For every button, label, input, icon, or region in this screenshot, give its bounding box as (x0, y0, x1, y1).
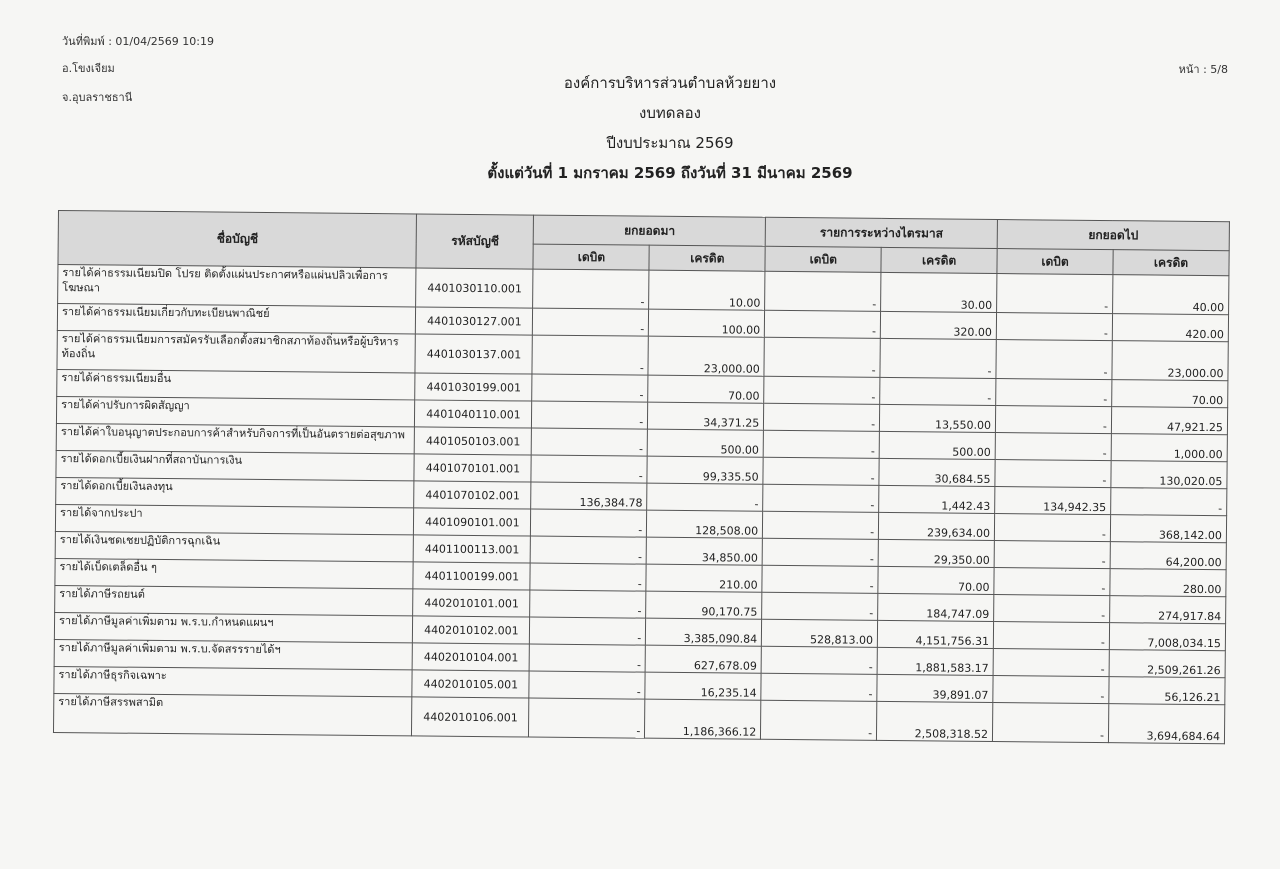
account-code-cell: 4401070101.001 (414, 454, 531, 482)
account-name-cell: รายได้จากประปา (55, 504, 414, 534)
cf-credit-cell: 368,142.00 (1110, 515, 1226, 543)
account-name-cell: รายได้ค่าธรรมเนียมอื่น (57, 369, 416, 399)
tx-debit-cell: - (763, 430, 879, 458)
cf-debit-cell: - (995, 406, 1111, 434)
account-code-cell: 4401100113.001 (414, 535, 531, 563)
tx-debit-cell: - (764, 337, 880, 377)
col-cf-credit: เครดิต (1113, 250, 1229, 276)
tx-debit-cell: - (761, 646, 877, 674)
account-code-cell: 4401030137.001 (415, 334, 532, 374)
tx-credit-cell: 1,442.43 (879, 485, 995, 513)
bf-debit-cell: - (533, 308, 649, 336)
cf-credit-cell: 1,000.00 (1111, 434, 1227, 462)
account-name-cell: รายได้ค่าปรับการผิดสัญญา (56, 396, 415, 426)
tx-credit-cell: 13,550.00 (880, 404, 996, 432)
ledger-body (53, 265, 1228, 744)
account-code-cell: 4401100199.001 (413, 562, 530, 590)
report-name: งบทดลอง (639, 104, 701, 122)
col-account-name: ชื่อบัญชี (58, 211, 417, 268)
col-account-code: รหัสบัญชี (416, 214, 533, 269)
district: อ.โขงเจียม (62, 62, 115, 75)
bf-credit-cell: 23,000.00 (648, 336, 764, 376)
account-code-cell: 4401030199.001 (415, 373, 532, 401)
cf-debit-cell: - (993, 648, 1109, 676)
tx-debit-cell: 528,813.00 (762, 619, 878, 647)
bf-credit-cell: 210.00 (646, 564, 762, 592)
account-code-cell: 4401090101.001 (414, 508, 531, 536)
account-code-cell: 4402010105.001 (412, 670, 529, 698)
cf-debit-cell: - (993, 622, 1109, 650)
cf-debit-cell: - (995, 460, 1111, 488)
account-code-cell: 4401040110.001 (415, 400, 532, 428)
bf-credit-cell: 100.00 (649, 309, 765, 337)
tx-credit-cell: 1,881,583.17 (877, 647, 993, 675)
cf-credit-cell: 3,694,684.64 (1108, 704, 1224, 744)
cf-credit-cell: 274,917.84 (1110, 596, 1226, 624)
cf-debit-cell: - (993, 702, 1109, 742)
tx-credit-cell: - (880, 377, 996, 405)
account-code-cell: 4401030110.001 (416, 268, 533, 308)
col-bf-debit: เดบิต (533, 244, 649, 270)
account-code-cell: 4402010101.001 (413, 589, 530, 617)
col-carried-forward: ยกยอดไป (997, 220, 1229, 251)
account-name-cell: รายได้ภาษีสรรพสามิต (53, 693, 412, 735)
bf-debit-cell: - (530, 590, 646, 618)
cf-credit-cell: 23,000.00 (1112, 341, 1228, 381)
account-name-cell: รายได้ภาษีมูลค่าเพิ่มตาม พ.ร.บ.จัดสรรรายได้ฯ (54, 639, 413, 669)
tx-debit-cell: - (763, 457, 879, 485)
report-title-block (420, 68, 920, 188)
col-tx-debit: เดบิต (765, 246, 881, 272)
tx-debit-cell: - (765, 271, 881, 311)
bf-debit-cell: - (530, 617, 646, 645)
cf-credit-cell: 420.00 (1112, 314, 1228, 342)
col-bf-credit: เครดิต (649, 245, 765, 271)
tx-debit-cell: - (763, 511, 879, 539)
cf-debit-cell: - (996, 313, 1112, 341)
bf-credit-cell: 128,508.00 (647, 510, 763, 538)
cf-debit-cell: - (995, 433, 1111, 461)
bf-debit-cell: - (531, 455, 647, 483)
tx-debit-cell: - (764, 376, 880, 404)
cf-credit-cell: 7,008,034.15 (1109, 623, 1225, 651)
fiscal-year: ปีงบประมาณ 2569 (606, 134, 734, 152)
cf-debit-cell: - (993, 675, 1109, 703)
bf-credit-cell: 70.00 (648, 375, 764, 403)
cf-credit-cell: 40.00 (1113, 275, 1229, 315)
account-name-cell: รายได้ค่าธรรมเนียมเกี่ยวกับทะเบียนพาณิชย์ (57, 304, 416, 334)
cf-credit-cell: 130,020.05 (1111, 461, 1227, 489)
account-name-cell: รายได้เบ็ดเตล็ดอื่น ๆ (55, 558, 414, 588)
tx-debit-cell: - (762, 592, 878, 620)
account-code-cell: 4401050103.001 (415, 427, 532, 455)
bf-debit-cell: - (530, 644, 646, 672)
tx-credit-cell: 70.00 (878, 566, 994, 594)
bf-credit-cell: 500.00 (647, 429, 763, 457)
account-code-cell: 4402010106.001 (412, 697, 529, 737)
account-name-cell: รายได้ค่าธรรมเนียมปิด โปรย ติดตั้งแผ่นประกาศหรือแผ่นปลิวเพื่อการโฆษณา (58, 265, 417, 307)
bf-credit-cell: 1,186,366.12 (645, 699, 761, 739)
tx-debit-cell: - (762, 565, 878, 593)
bf-credit-cell: 10.00 (649, 270, 765, 310)
tx-credit-cell: 239,634.00 (879, 512, 995, 540)
tx-credit-cell: 30,684.55 (879, 458, 995, 486)
tx-credit-cell: - (880, 338, 996, 378)
bf-credit-cell: 16,235.14 (645, 672, 761, 700)
account-name-cell: รายได้ภาษีมูลค่าเพิ่มตาม พ.ร.บ.กำหนดแผนฯ (54, 612, 413, 642)
province: จ.อุบลราชธานี (62, 91, 133, 104)
bf-debit-cell: - (531, 536, 647, 564)
bf-debit-cell: - (532, 401, 648, 429)
cf-credit-cell: 47,921.25 (1111, 407, 1227, 435)
account-name-cell: รายได้ค่าธรรมเนียมการสมัครรับเลือกตั้งสมาชิกสภาท้องถิ่นหรือผู้บริหารท้องถิ่น (57, 330, 416, 372)
cf-debit-cell: - (996, 379, 1112, 407)
account-name-cell: รายได้ดอกเบี้ยเงินฝากที่สถาบันการเงิน (56, 450, 415, 480)
bf-debit-cell: - (531, 509, 647, 537)
account-name-cell: รายได้ค่าใบอนุญาตประกอบการค้าสำหรับกิจการที่เป็นอันตรายต่อสุขภาพ (56, 423, 415, 453)
tx-debit-cell: - (764, 403, 880, 431)
tx-credit-cell: 29,350.00 (878, 539, 994, 567)
cf-debit-cell: - (996, 340, 1112, 380)
bf-credit-cell: 627,678.09 (645, 645, 761, 673)
account-code-cell: 4402010104.001 (413, 643, 530, 671)
bf-credit-cell: 34,371.25 (648, 402, 764, 430)
bf-debit-cell: - (533, 269, 649, 309)
cf-credit-cell: 56,126.21 (1109, 677, 1225, 705)
report-period: ตั้งแต่วันที่ 1 มกราคม 2569 ถึงวันที่ 31 มีนาคม 2569 (487, 164, 853, 182)
tx-debit-cell: - (765, 310, 881, 338)
bf-debit-cell: - (529, 698, 645, 738)
cf-credit-cell: 2,509,261.26 (1109, 650, 1225, 678)
account-name-cell: รายได้ดอกเบี้ยเงินลงทุน (56, 477, 415, 507)
bf-credit-cell: 90,170.75 (646, 591, 762, 619)
tx-credit-cell: 500.00 (879, 431, 995, 459)
bf-debit-cell: - (529, 671, 645, 699)
trial-balance-table (53, 210, 1230, 744)
print-date: วันที่พิมพ์ : 01/04/2569 10:19 (62, 35, 214, 48)
account-name-cell: รายได้ภาษีธุรกิจเฉพาะ (54, 666, 413, 696)
tx-credit-cell: 4,151,756.31 (877, 620, 993, 648)
tx-debit-cell: - (761, 673, 877, 701)
tx-credit-cell: 30.00 (881, 272, 997, 312)
col-cf-debit: เดบิต (997, 249, 1113, 275)
cf-credit-cell: 64,200.00 (1110, 542, 1226, 570)
tx-debit-cell: - (763, 484, 879, 512)
account-code-cell: 4401030127.001 (416, 307, 533, 335)
col-period-transactions: รายการระหว่างไตรมาส (765, 217, 997, 248)
col-tx-credit: เครดิต (881, 247, 997, 273)
tx-credit-cell: 320.00 (880, 311, 996, 339)
account-code-cell: 4401070102.001 (414, 481, 531, 509)
bf-debit-cell: - (530, 563, 646, 591)
bf-debit-cell: 136,384.78 (531, 482, 647, 510)
cf-debit-cell: - (994, 595, 1110, 623)
account-name-cell: รายได้เงินชดเชยปฏิบัติการฉุกเฉิน (55, 531, 414, 561)
bf-debit-cell: - (532, 335, 648, 375)
cf-credit-cell: - (1111, 488, 1227, 516)
account-code-cell: 4402010102.001 (413, 616, 530, 644)
page-number: หน้า : 5/8 (1178, 63, 1228, 76)
tx-credit-cell: 184,747.09 (878, 593, 994, 621)
cf-debit-cell: - (997, 274, 1113, 314)
cf-debit-cell: - (994, 541, 1110, 569)
tx-credit-cell: 2,508,318.52 (877, 701, 993, 741)
bf-credit-cell: 99,335.50 (647, 456, 763, 484)
cf-debit-cell: 134,942.35 (995, 487, 1111, 515)
cf-credit-cell: 280.00 (1110, 569, 1226, 597)
account-name-cell: รายได้ภาษีรถยนต์ (55, 585, 414, 615)
bf-credit-cell: - (647, 483, 763, 511)
tx-debit-cell: - (762, 538, 878, 566)
bf-credit-cell: 3,385,090.84 (646, 618, 762, 646)
tx-debit-cell: - (761, 700, 877, 740)
cf-credit-cell: 70.00 (1112, 380, 1228, 408)
org-name: องค์การบริหารส่วนตำบลห้วยยาง (563, 74, 777, 92)
bf-credit-cell: 34,850.00 (646, 537, 762, 565)
cf-debit-cell: - (994, 568, 1110, 596)
bf-debit-cell: - (532, 428, 648, 456)
tx-credit-cell: 39,891.07 (877, 674, 993, 702)
col-brought-forward: ยกยอดมา (534, 215, 766, 246)
cf-debit-cell: - (994, 514, 1110, 542)
bf-debit-cell: - (532, 374, 648, 402)
